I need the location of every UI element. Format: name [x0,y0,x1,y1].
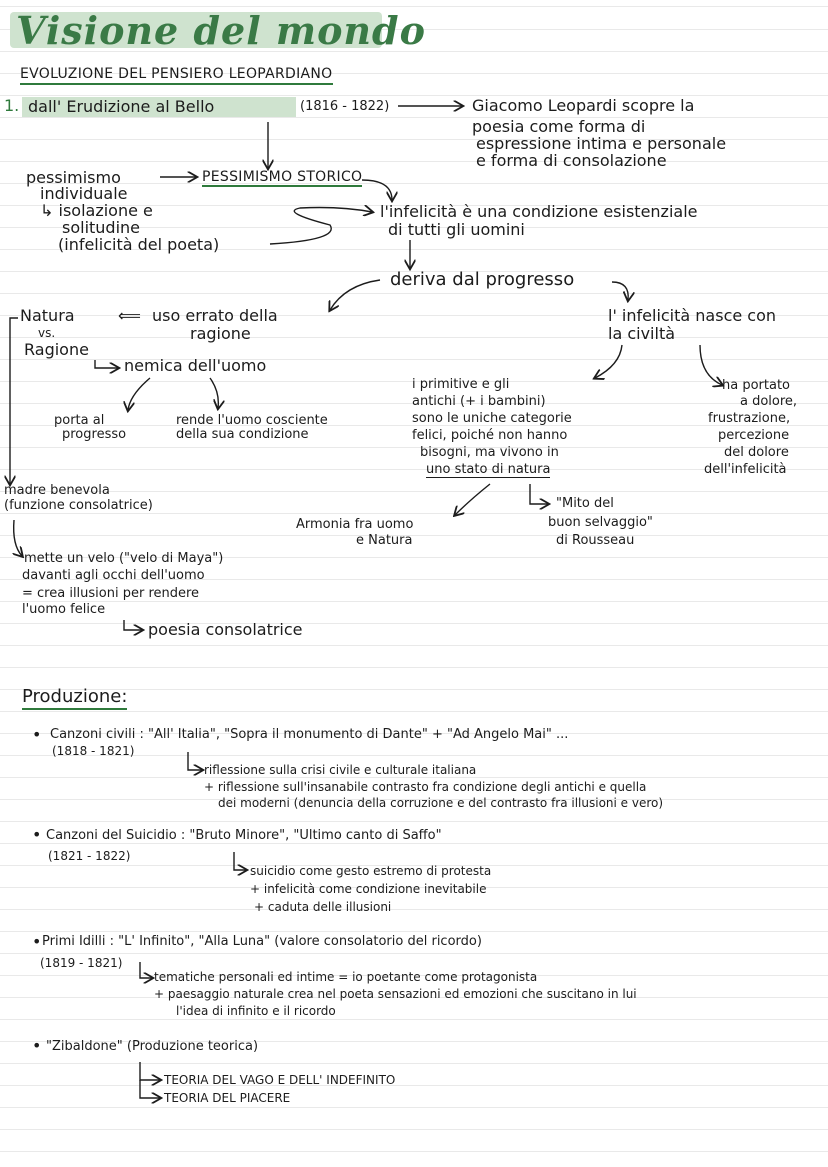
ragione-label: Ragione [24,340,89,359]
pessimism-individual: ↳ isolazione e [40,201,153,220]
subtitle: EVOLUZIONE DEL PENSIERO LEOPARDIANO [20,67,333,85]
pessimism-individual: solitudine [62,218,141,237]
production-item-note: TEORIA DEL VAGO E DELL' INDEFINITO [164,1073,396,1087]
primitives-line: antichi (+ i bambini) [412,394,546,409]
pessimism-historical: PESSIMISMO STORICO [202,169,363,185]
production-item-note: + infelicità come condizione inevitabile [250,882,487,896]
primitives-line: uno stato di natura [426,462,551,477]
production-item-note: suicidio come gesto estremo di protesta [250,864,492,878]
section-heading: dall' Erudizione al Bello [22,97,296,117]
brought-line: del dolore [724,445,789,460]
brought-line: a dolore, [740,394,798,409]
discovery-line: espressione intima e personale [476,134,727,153]
poetry-consolatrice: poesia consolatrice [148,620,303,639]
production-item-title: Primi Idilli : "L' Infinito", "Alla Luna" (valore consolatorio del ricordo) [42,934,482,949]
primitives-line: sono le uniche categorie [412,411,572,426]
production-item-note: TEORIA DEL PIACERE [164,1091,291,1105]
production-item-years: (1821 - 1822) [48,849,131,863]
pessimism-individual: pessimismo [26,168,121,187]
aware-line: della sua condizione [176,427,309,442]
page-title: Visione del mondo [16,8,426,53]
pessimism-individual: (infelicità del poeta) [58,235,220,254]
production-item-note: riflessione sulla crisi civile e culturale italiana [204,763,477,777]
primitives-line: i primitive e gli [412,377,510,392]
bullet-icon: • [32,725,42,744]
production-item-title: "Zibaldone" (Produzione teorica) [46,1039,259,1054]
brought-line: dell'infelicità [704,462,787,477]
veil-line: mette un velo ("velo di Maya") [24,551,224,566]
veil-line: l'uomo felice [22,602,106,617]
myth-line: buon selvaggio" [548,515,653,530]
natura-label: Natura [20,306,75,325]
misuse-line: uso errato della [152,306,278,325]
brought-line: frustrazione, [708,411,791,426]
misuse-line: ragione [190,324,251,343]
bullet-icon: • [32,932,42,951]
mother-line: madre benevola [4,483,110,498]
veil-line: davanti agli occhi dell'uomo [22,568,205,583]
bullet-icon: • [32,1036,42,1055]
civilization-origin: l' infelicità nasce con [608,306,777,325]
veil-line: = crea illusioni per rendere [22,586,200,601]
primitives-line: bisogni, ma vivono in [420,445,559,460]
section-years: (1816 - 1822) [300,99,390,114]
discovery-line: e forma di consolazione [476,151,667,170]
condition-line: l'infelicità è una condizione esistenziale [380,202,698,221]
brought-line: percezione [718,428,790,443]
section-number: 1. [4,96,20,115]
production-item-title: Canzoni civili : "All' Italia", "Sopra il monumento di Dante" + "Ad Angelo Mai" ... [50,727,569,742]
production-item-note: + riflessione sull'insanabile contrasto fra condizione degli antichi e quella [204,780,647,794]
progress-line: porta al [54,413,105,428]
primitives-line: felici, poiché non hanno [412,428,568,443]
myth-line: di Rousseau [556,533,635,548]
derives-from-progress: deriva dal progresso [390,269,575,290]
pessimism-individual: individuale [40,184,128,203]
production-item-title: Canzoni del Suicidio : "Bruto Minore", "Ultimo canto di Saffo" [46,828,442,843]
harmony-line: e Natura [356,533,413,548]
discovery-line: poesia come forma di [472,117,646,136]
civilization-origin: la civiltà [608,324,676,343]
vs-label: vs. [38,326,56,340]
production-item-note: + caduta delle illusioni [254,900,392,914]
harmony-line: Armonia fra uomo [296,517,414,532]
aware-line: rende l'uomo cosciente [176,413,328,428]
production-item-note: dei moderni (denuncia della corruzione e del contrasto fra illusioni e vero) [218,796,664,810]
condition-line: di tutti gli uomini [388,220,525,239]
discovery-line: Giacomo Leopardi scopre la [472,96,695,115]
myth-line: "Mito del [556,496,614,511]
progress-line: progresso [62,427,127,442]
enemy-of-man: nemica dell'uomo [124,356,267,375]
double-arrow-icon: ⟸ [118,306,141,325]
production-item-note: l'idea di infinito e il ricordo [176,1004,336,1018]
mother-line: (funzione consolatrice) [4,498,153,513]
production-heading: Produzione: [22,688,127,710]
brought-line: ha portato [722,378,791,393]
production-item-note: tematiche personali ed intime = io poetante come protagonista [154,970,538,984]
production-item-years: (1819 - 1821) [40,956,123,970]
production-item-years: (1818 - 1821) [52,744,135,758]
bullet-icon: • [32,825,42,844]
production-item-note: + paesaggio naturale crea nel poeta sensazioni ed emozioni che suscitano in lui [154,987,637,1001]
